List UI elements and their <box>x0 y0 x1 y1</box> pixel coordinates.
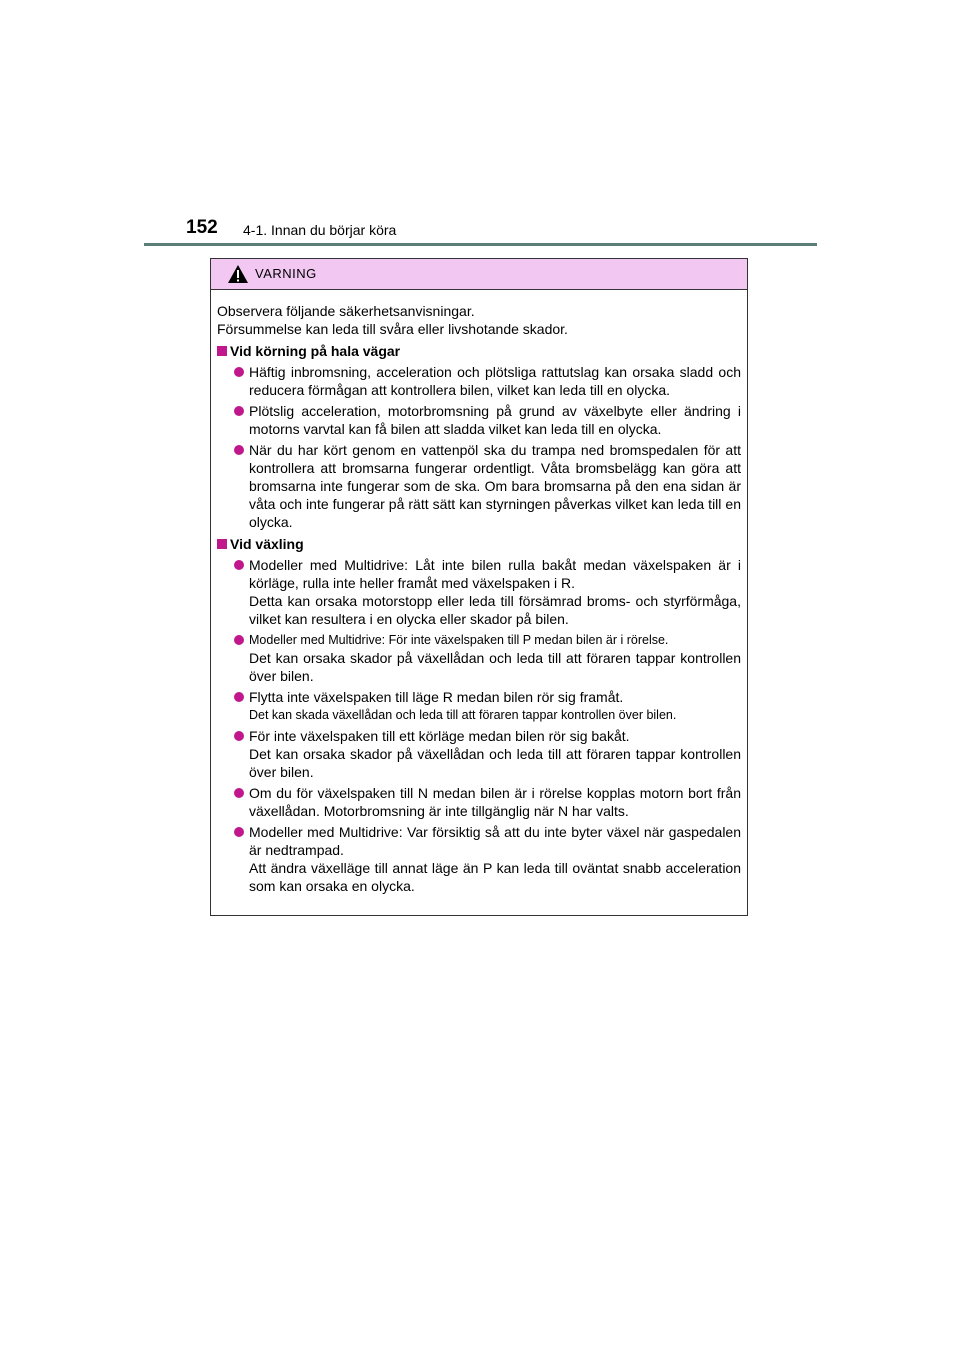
intro-line: Observera följande säkerhetsanvisningar. <box>217 303 475 319</box>
topic-heading <box>217 535 741 553</box>
item-text: Häftig inbromsning, acceleration och plötsliga rattutslag kan orsaka sladd och reducera förmågan att kontrollera bilen, vilket kan leda till en olycka. <box>249 364 741 398</box>
item-text: När du har kört genom en vattenpöl ska du trampa ned bromspedalen för att kontrollera att bromsarna fungerar ordentligt. Våta bromsbelägg kan göra att bromsarna inte fungerar som de ska. Om bara bromsarna på den ena sidan är våta och inte fungerar på rätt sätt kan styrningen påverkas vilket kan leda till en olycka. <box>249 442 741 530</box>
item-text: Modeller med Multidrive: För inte växelspaken till P medan bilen är i rörelse. <box>249 633 669 647</box>
list-item <box>217 402 741 438</box>
list-item <box>217 441 741 531</box>
intro-line: Försummelse kan leda till svåra eller livshotande skador. <box>217 321 568 337</box>
bullet-icon <box>234 445 244 455</box>
list-item <box>217 363 741 399</box>
item-text: För inte växelspaken till ett körläge medan bilen rör sig bakåt. <box>249 728 630 744</box>
item-text: Att ändra växelläge till annat läge än P kan leda till oväntat snabb acceleration som kan orsaka en olycka. <box>249 860 741 894</box>
bullet-icon <box>234 731 244 741</box>
list-item <box>217 784 741 820</box>
item-text: Om du för växelspaken till N medan bilen är i rörelse kopplas motorn bort från växellådan. Motorbromsning är inte tillgänglig när N har valts. <box>249 785 741 819</box>
section-title: 4-1. Innan du börjar köra <box>243 222 397 238</box>
list-item <box>217 688 741 724</box>
item-text: Detta kan orsaka motorstopp eller leda till försämrad broms- och styrförmåga, vilket kan resultera i en olycka eller skador på bilen. <box>249 593 741 627</box>
bullet-icon <box>234 367 244 377</box>
bullet-icon <box>234 788 244 798</box>
topic-heading <box>217 342 741 360</box>
square-bullet-icon <box>217 346 227 356</box>
list-item <box>217 556 741 628</box>
warning-triangle-icon <box>227 264 249 284</box>
warning-box <box>210 258 748 916</box>
warning-header <box>211 259 747 290</box>
topic-title: Vid växling <box>230 536 304 552</box>
warning-label: VARNING <box>255 266 317 281</box>
bullet-icon <box>234 692 244 702</box>
list-item <box>217 823 741 895</box>
topic-title: Vid körning på hala vägar <box>230 343 401 359</box>
item-text: Det kan orsaka skador på växellådan och leda till att föraren tappar kontrollen över bilen. <box>249 746 741 780</box>
bullet-icon <box>234 560 244 570</box>
item-text: Det kan orsaka skador på växellådan och leda till att föraren tappar kontrollen över bilen. <box>249 650 741 684</box>
item-text: Det kan skada växellådan och leda till att föraren tappar kontrollen över bilen. <box>249 708 677 722</box>
item-text: Modeller med Multidrive: Låt inte bilen rulla bakåt medan växelspaken är i körläge, rulla inte heller framåt med växelspaken i R. <box>249 557 741 591</box>
item-text: Flytta inte växelspaken till läge R medan bilen rör sig framåt. <box>249 689 624 705</box>
page-number: 152 <box>186 217 218 238</box>
list-item <box>217 631 741 685</box>
header-rule <box>144 243 817 246</box>
square-bullet-icon <box>217 539 227 549</box>
warning-body <box>211 290 747 895</box>
item-text: Modeller med Multidrive: Var försiktig så att du inte byter växel när gaspedalen är nedtrampad. <box>249 824 741 858</box>
bullet-icon <box>234 635 244 645</box>
bullet-icon <box>234 406 244 416</box>
list-item <box>217 727 741 781</box>
bullet-icon <box>234 827 244 837</box>
item-text: Plötslig acceleration, motorbromsning på grund av växelbyte eller ändring i motorns varvtal kan få bilen att sladda vilket kan leda till en olycka. <box>249 403 741 437</box>
